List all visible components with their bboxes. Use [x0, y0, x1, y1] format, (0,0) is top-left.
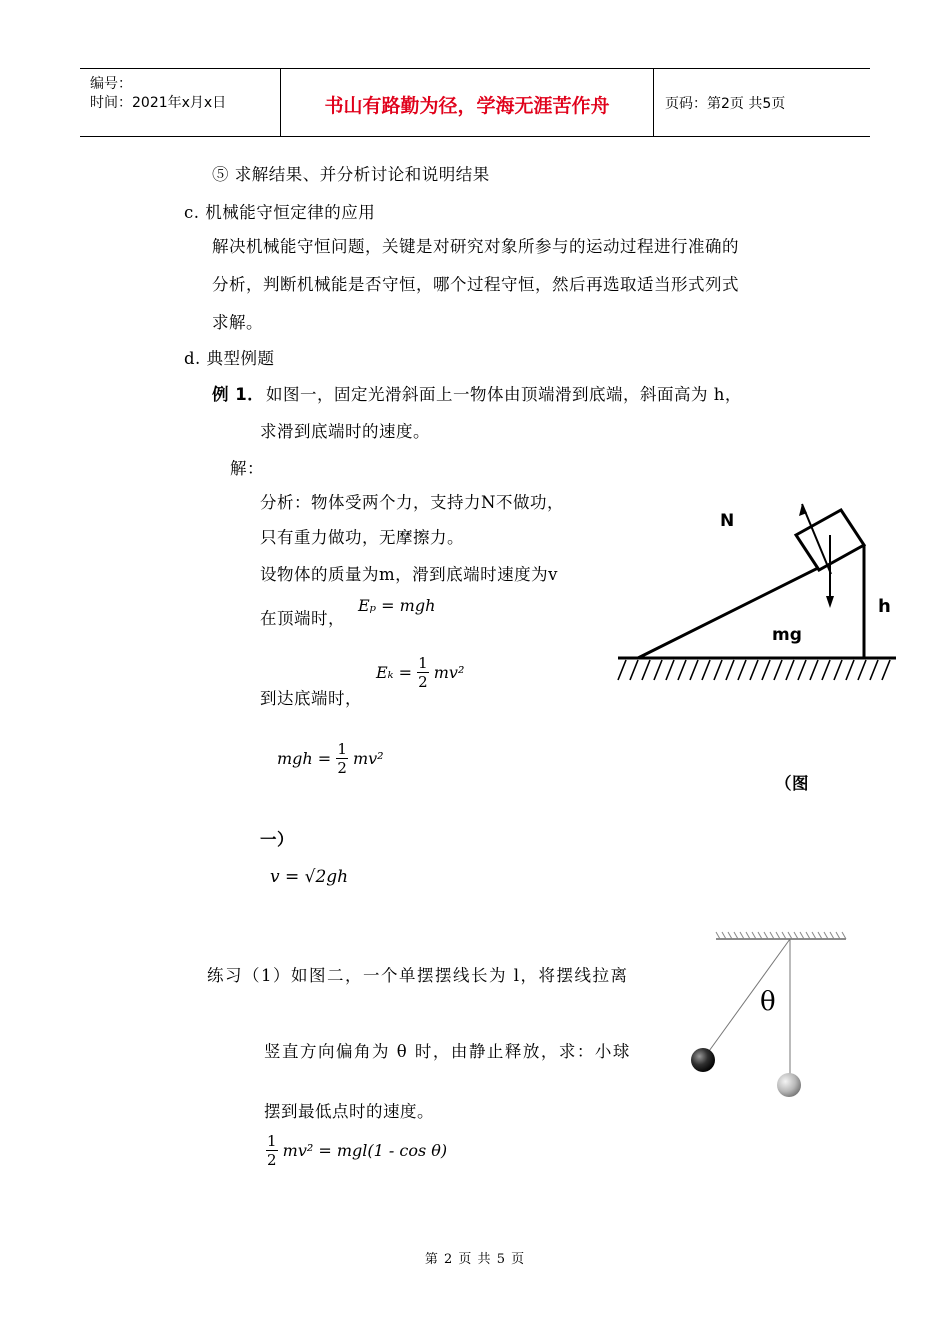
- result-formula: v = √2gh: [270, 867, 349, 887]
- example-1-line-2: 求滑到底端时的速度。: [260, 422, 430, 441]
- exercise-line-1: 练习（1）如图二，一个单摆摆线长为 l，将摆线拉离: [207, 966, 629, 985]
- energy-conservation-formula: [277, 740, 384, 777]
- kinetic-energy-formula: [376, 654, 464, 691]
- step-5: ⑤ 求解结果、并分析讨论和说明结果: [212, 165, 490, 184]
- assumption-line: 设物体的质量为m，滑到底端时速度为v: [260, 565, 558, 584]
- ground-hatching: [618, 660, 890, 680]
- figure-1-caption-end: 一）: [260, 830, 294, 849]
- number-label: 编号：: [90, 76, 132, 92]
- example-1-line-1: 如图一，固定光滑斜面上一物体由顶端滑到底端，斜面高为 h，: [266, 385, 742, 404]
- exercise-rhs: = mgl(1 - cos θ): [318, 1141, 448, 1160]
- fraction-numerator: 1: [418, 654, 428, 672]
- weight-arrowhead: [826, 596, 834, 608]
- fraction-numerator: 1: [267, 1132, 277, 1150]
- example-1-label: 例 1．: [212, 385, 265, 404]
- angle-label: θ: [760, 987, 776, 1017]
- time-label: 时间：2021年x月x日: [90, 95, 227, 111]
- displaced-ball: [691, 1048, 715, 1072]
- potential-energy-formula: Eₚ = mgh: [358, 596, 436, 615]
- page-label: 页码：第2页 共5页: [665, 96, 786, 112]
- header-middle-cell: [281, 69, 654, 136]
- kinetic-energy-rhs: mv²: [433, 663, 465, 682]
- fraction-denominator: 2: [337, 759, 347, 777]
- normal-force-label: N: [720, 511, 735, 531]
- section-d-heading: d. 典型例题: [184, 349, 275, 368]
- displaced-string: [704, 939, 790, 1058]
- fraction-numerator: 1: [337, 740, 347, 758]
- top-position-label: 在顶端时，: [260, 609, 345, 628]
- analysis-line-2: 只有重力做功，无摩擦力。: [260, 528, 464, 547]
- height-label: h: [878, 596, 891, 617]
- energy-lhs: mgh =: [277, 749, 332, 768]
- fraction-denominator: 2: [267, 1151, 277, 1169]
- solution-label: 解：: [230, 459, 264, 478]
- exercise-line-2: 竖直方向偏角为 θ 时，由静止释放，求：小球: [264, 1042, 631, 1061]
- header-left-cell: [80, 69, 281, 136]
- paragraph-line-3: 求解。: [212, 313, 263, 332]
- lowest-ball: [777, 1073, 801, 1097]
- exercise-line-3: 摆到最低点时的速度。: [264, 1102, 434, 1121]
- fraction-half: [336, 740, 348, 777]
- header-table: [80, 68, 870, 137]
- motto: 书山有路勤为径，学海无涯苦作舟: [324, 95, 610, 117]
- figure-2-pendulum: [680, 930, 855, 1105]
- kinetic-energy-lhs: Eₖ =: [376, 663, 413, 682]
- energy-rhs: mv²: [352, 749, 384, 768]
- fraction-denominator: 2: [418, 673, 428, 691]
- figure-1-caption-start: （图: [775, 774, 809, 793]
- fraction-half: [266, 1132, 278, 1169]
- paragraph-line-1: 解决机械能守恒问题，关键是对研究对象所参与的运动过程进行准确的: [212, 237, 739, 256]
- ceiling-hatching: [716, 932, 846, 939]
- section-c-heading: c. 机械能守恒定律的应用: [184, 203, 376, 222]
- paragraph-line-2: 分析，判断机械能是否守恒，哪个过程守恒，然后再选取适当形式列式: [212, 275, 739, 294]
- footer-page-number: 第 2 页 共 5 页: [424, 1252, 526, 1267]
- exercise-lhs: mv²: [282, 1141, 314, 1160]
- exercise-formula: [266, 1132, 447, 1169]
- bottom-position-label: 到达底端时，: [260, 689, 362, 708]
- fraction-half: [417, 654, 429, 691]
- figure-1-incline: [612, 490, 902, 690]
- weight-label: mg: [772, 625, 802, 645]
- analysis-line-1: 分析：物体受两个力，支持力N不做功，: [260, 493, 564, 512]
